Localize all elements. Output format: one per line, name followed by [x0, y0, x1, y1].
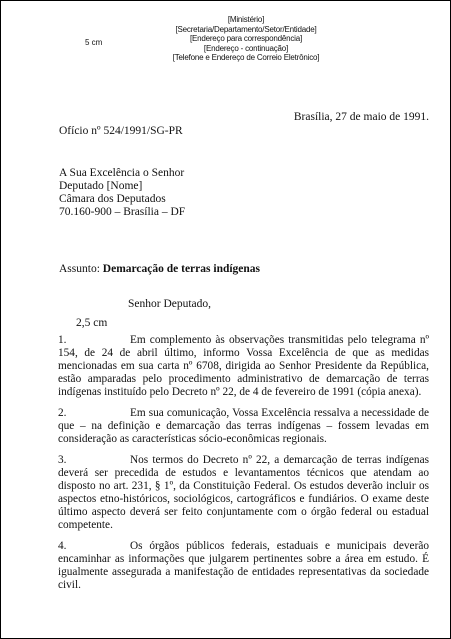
letterhead-line-contact: [Telefone e Endereço de Correio Eletrônico]	[172, 53, 320, 62]
paragraph-number: 2.	[58, 407, 67, 419]
paragraph-text: Em sua comunicação, Vossa Excelência ressalva a necessidade de que – na definição e demarcação das terras indígenas – fossem levadas em consideração as características sócio-econômicas regionais.	[58, 407, 429, 445]
subject-line	[59, 263, 260, 276]
letterhead-line-address-continued: [Endereço - continuação]	[203, 43, 289, 53]
body-paragraph	[58, 540, 429, 592]
paragraph-number: 3.	[58, 454, 67, 466]
paragraph-number: 1.	[58, 334, 67, 346]
body-paragraph	[58, 454, 429, 532]
recipient-institution: Câmara dos Deputados	[59, 193, 166, 205]
paragraph-text: Nos termos do Decreto nº 22, a demarcação de terras indígenas deverá ser precedida de estudos e levantamentos técnicos que atendam ao disposto no art. 231, § 1º, da Constituição Federal. Os estudos deverão incluir os aspectos etno-históricos, sociológicos, cartográficos e fundiários. O exame deste último aspecto deverá ser feito conjuntamente com o órgão federal ou estadual competente.	[58, 454, 429, 531]
paragraph-text: Os órgãos públicos federais, estaduais e municipais deverão encaminhar as informações que julgarem pertinentes sobre a área em estudo. É igualmente assegurada a manifestação de entidades representativas da sociedade civil.	[58, 540, 429, 591]
paragraph-number: 4.	[58, 540, 67, 552]
letterhead	[151, 15, 341, 63]
body-paragraph	[58, 334, 429, 399]
body-paragraph	[58, 407, 429, 446]
letterhead-line-address: [Endereço para correspondência]	[189, 34, 303, 43]
subject-value: Demarcação de terras indígenas	[102, 263, 261, 275]
letter-date: Brasília, 27 de maio de 1991.	[293, 111, 429, 123]
paragraph-text: Em complemento às observações transmitidas pelo telegrama nº 154, de 24 de abril último, informo Vossa Excelência de que as medidas mencionadas em sua carta nº 6708, dirigida ao Senhor Presidente da República, estão amparadas pelo procedimento administrativo de demarcação de terras indígenas instituído pelo Decreto nº 22, de 4 de fevereiro de 1991 (cópia anexa).	[58, 334, 429, 398]
letterhead-line-department: [Secretaria/Departamento/Setor/Entidade]	[175, 24, 317, 34]
subject-label: Assunto:	[59, 263, 103, 275]
recipient-name: Deputado [Nome]	[59, 180, 143, 192]
letterhead-line-ministry: [Ministério]	[227, 15, 265, 24]
recipient-title: A Sua Excelência o Senhor	[59, 167, 185, 179]
top-margin-annotation: 5 cm	[85, 38, 103, 47]
oficio-number: Ofício nº 524/1991/SG-PR	[59, 125, 183, 137]
recipient-address: 70.160-900 – Brasília – DF	[59, 206, 186, 218]
recipient-block	[59, 167, 185, 219]
side-margin-annotation: 2,5 cm	[76, 317, 108, 329]
salutation: Senhor Deputado,	[128, 298, 212, 310]
letter-body	[58, 334, 429, 600]
